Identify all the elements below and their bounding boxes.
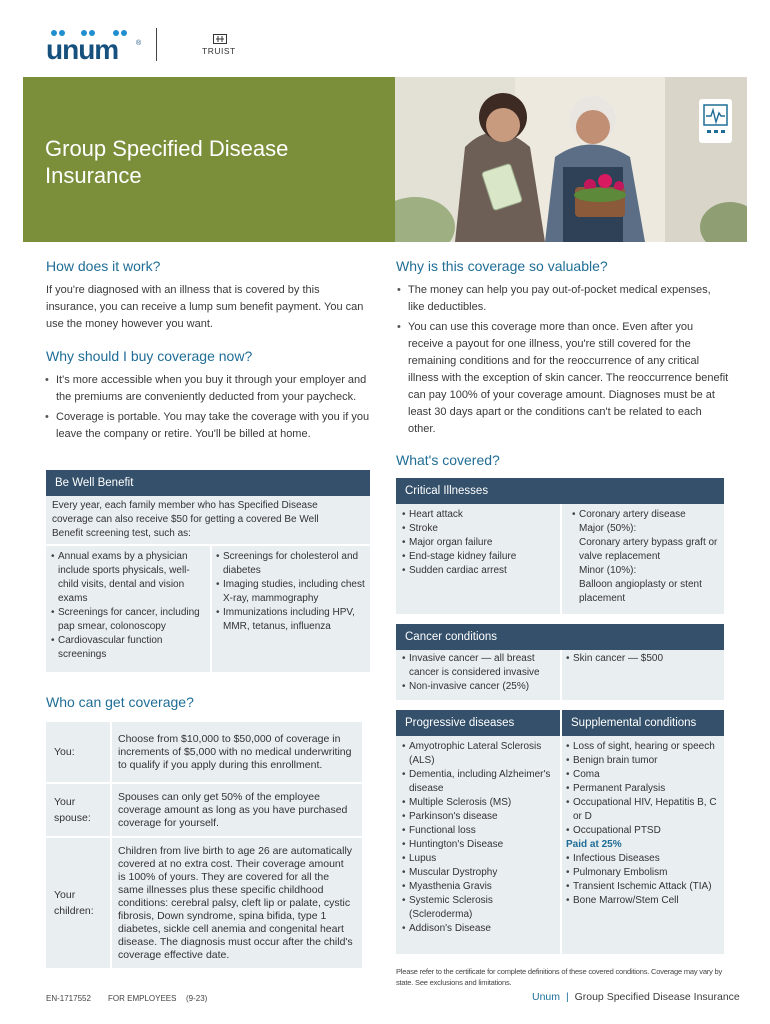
cancer-item: • Non-invasive cancer (25%) (402, 680, 554, 694)
who-row-you (46, 722, 362, 782)
progressive-list (402, 740, 554, 936)
footer-audience: FOR EMPLOYEES (108, 994, 177, 1003)
be-well-col1 (51, 550, 206, 662)
critical-item: • End-stage kidney failure (402, 550, 557, 564)
who-row-text: Spouses can only get 50% of the employee coverage amount as long as you have purchased coverage for yourself. (118, 790, 348, 829)
critical-item: • Major organ failure (402, 536, 557, 550)
cancer-item: • Skin cancer — $500 (566, 652, 716, 666)
be-well-item: • Imaging studies, including chest X-ray, mammography (216, 578, 366, 606)
who-heading: Who can get coverage? (46, 694, 194, 710)
progressive-item: • Amyotrophic Lateral Sclerosis (ALS) (402, 740, 554, 768)
footer-brand-line (532, 991, 740, 1003)
why-now-heading: Why should I buy coverage now? (46, 348, 253, 364)
who-row-text: Choose from $10,000 to $50,000 of coverage in increments of $5,000 with no medical underwriting to qualify if you apply during this enrollment. (118, 732, 352, 771)
be-well-heading: Be Well Benefit (46, 470, 370, 496)
supplemental-item: • Loss of sight, hearing or speech (566, 740, 720, 754)
progressive-item: • Muscular Dystrophy (402, 866, 554, 880)
disclaimer: Please refer to the certificate for complete definitions of these covered conditions. Coverage may vary by state. See exclusions and limitations. (396, 967, 723, 987)
registered-mark: ® (136, 40, 142, 47)
valuable-heading: Why is this coverage so valuable? (396, 258, 608, 274)
progressive-item: • Myasthenia Gravis (402, 880, 554, 894)
be-well-col-divider (210, 544, 212, 672)
progressive-item: • Parkinson's disease (402, 810, 554, 824)
why-now-list (44, 372, 374, 443)
critical-heading: Critical Illnesses (396, 478, 724, 504)
progressive-item: • Addison's Disease (402, 922, 554, 936)
unum-logo (44, 28, 144, 64)
valuable-list (396, 282, 730, 438)
be-well-item: • Screenings for cholesterol and diabetes (216, 550, 366, 578)
be-well-intro: Every year, each family member who has Specified Disease coverage can also receive $50 for getting a covered Be Well Benefit screening test, such as: (52, 500, 319, 539)
supplemental-item: • Occupational PTSD (566, 824, 720, 838)
supplemental-list (566, 740, 720, 908)
why-now-bullet: • It's more accessible when you buy it through your employer and the premiums are conveniently deducted from your paycheck. (44, 372, 374, 406)
be-well-card (46, 470, 370, 672)
unum-wordmark: unum (46, 34, 119, 65)
header-divider (156, 28, 157, 61)
supplemental-item: • Transient Ischemic Attack (TIA) (566, 880, 720, 894)
critical-subline: Minor (10%): (579, 565, 637, 576)
progressive-item: • Multiple Sclerosis (MS) (402, 796, 554, 810)
supplemental-item: • Permanent Paralysis (566, 782, 720, 796)
cancer-item: • Invasive cancer — all breast cancer is considered invasive (402, 652, 554, 680)
footer-brand: Unum (532, 991, 561, 1003)
valuable-bullet: • The money can help you pay out-of-pocket medical expenses, like deductibles. (396, 282, 730, 316)
who-row-text: Children from live birth to age 26 are automatically covered at no extra cost. Their coverage amount is 100% of yours. They are covered for all the same illnesses plus these specific childhood conditions: cerebral palsy, cleft lip or palate, cystic fibrosis, Down syndrome, spina bifida, type 1 diabetes, sickle cell anemia and congenital heart disease. The diagnosis must occur after the child's coverage effective date. (118, 844, 353, 961)
cancer-card (396, 624, 724, 700)
covered-heading: What's covered? (396, 452, 500, 468)
supplemental-item: • Bone Marrow/Stem Cell (566, 894, 720, 908)
be-well-divider (46, 544, 370, 546)
hero-banner (23, 77, 747, 242)
valuable-bullet: • You can use this coverage more than once. Even after you receive a payout for one illness, you're still covered for the remaining conditions and for the reoccurrence of any critical illness with the exception of skin cancer. The reoccurrence benefit can pay 100% of your coverage amount. Diagnoses must be at least 30 days apart or the conditions can't be related to each other. (396, 319, 730, 438)
be-well-col2 (216, 550, 366, 634)
critical-item: • Coronary artery disease (572, 508, 722, 522)
who-row-children (46, 838, 362, 968)
supplemental-item: • Benign brain tumor (566, 754, 720, 768)
critical-col1 (402, 508, 557, 578)
critical-card (396, 478, 724, 614)
cancer-col1 (402, 652, 554, 694)
supplemental-item: • Pulmonary Embolism (566, 866, 720, 880)
how-heading: How does it work? (46, 258, 161, 274)
be-well-item: • Cardiovascular function screenings (51, 634, 206, 662)
footer-product: Group Specified Disease Insurance (574, 991, 740, 1003)
hero-title: Group Specified Disease Insurance (45, 136, 289, 188)
progressive-item: • Functional loss (402, 824, 554, 838)
critical-subline: Coronary artery bypass graft or valve replacement (579, 537, 718, 562)
paid-at-25-label: Paid at 25% (566, 839, 622, 850)
footer-divider: | (565, 991, 569, 1003)
supplemental-item: • Coma (566, 768, 720, 782)
hero-photo (395, 77, 747, 242)
be-well-item: • Annual exams by a physician include sports physicals, well-child visits, dental and vision exams (51, 550, 206, 606)
progressive-item: • Huntington's Disease (402, 838, 554, 852)
supplemental-heading: Supplemental conditions (571, 717, 697, 729)
who-row-label: You: (54, 746, 75, 758)
critical-item: • Heart attack (402, 508, 557, 522)
how-body: If you're diagnosed with an illness that is covered by this insurance, you can receive a lump sum benefit payment. You can use the money however you want. (46, 284, 364, 330)
critical-col2 (572, 508, 722, 606)
who-row-spouse (46, 784, 362, 836)
why-now-bullet: • Coverage is portable. You may take the coverage with you if you leave the company or retire. You'll be billed at home. (44, 409, 374, 443)
progressive-heading: Progressive diseases (405, 717, 515, 729)
heart-monitor-icon (699, 99, 732, 143)
supplemental-item: • Occupational HIV, Hepatitis B, C or D (566, 796, 720, 824)
critical-item: • Stroke (402, 522, 557, 536)
hero-title-panel (23, 77, 395, 242)
who-row-label: Your spouse: (54, 796, 91, 824)
critical-item: • Sudden cardiac arrest (402, 564, 557, 578)
cancer-heading: Cancer conditions (396, 624, 724, 650)
cancer-col2 (566, 652, 716, 666)
critical-subline: Major (50%): (579, 523, 637, 534)
truist-wordmark: TRUIST (202, 46, 236, 56)
be-well-item: • Immunizations including HPV, MMR, tetanus, influenza (216, 606, 366, 634)
be-well-item: • Screenings for cancer, including pap smear, colonoscopy (51, 606, 206, 634)
footer-date: (9-23) (186, 994, 208, 1003)
who-row-label: Your children: (54, 889, 94, 917)
supplemental-item: • Infectious Diseases (566, 852, 720, 866)
progressive-card (396, 710, 724, 954)
truist-mark-icon (213, 34, 227, 44)
progressive-item: • Dementia, including Alzheimer's disease (402, 768, 554, 796)
be-well-body (46, 496, 370, 672)
hero-photo-illustration (395, 77, 747, 242)
critical-subline: Balloon angioplasty or stent placement (579, 579, 702, 604)
progressive-item: • Lupus (402, 852, 554, 866)
progressive-item: • Systemic Sclerosis (Scleroderma) (402, 894, 554, 922)
truist-logo (200, 34, 240, 58)
footer-code: EN-1717552 (46, 994, 91, 1003)
